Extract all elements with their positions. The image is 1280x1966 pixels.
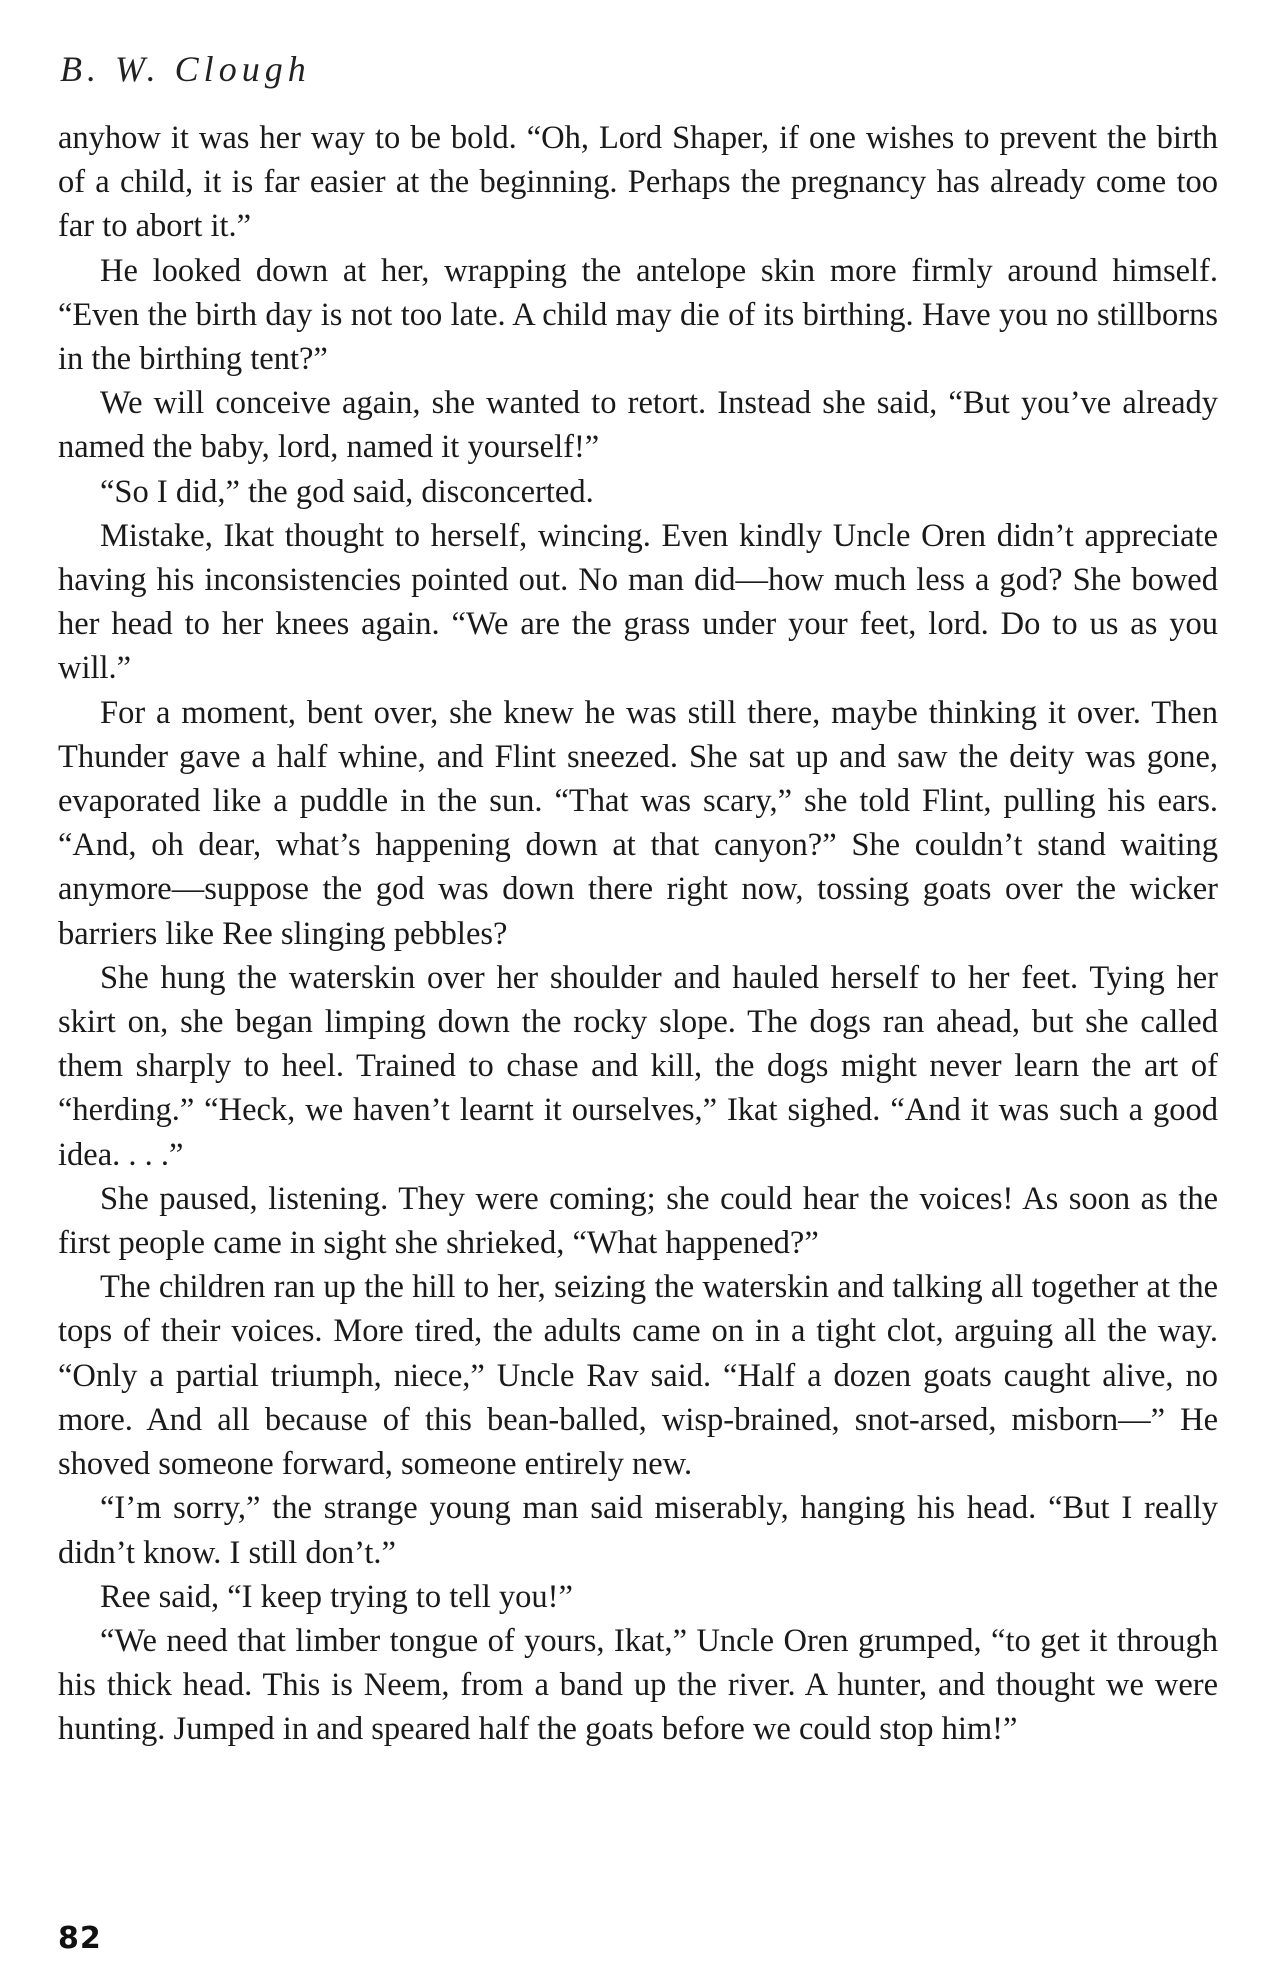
paragraph: anyhow it was her way to be bold. “Oh, Lord Shaper, if one wishes to prevent the birth of a child, it is far easier at the beginning. Perhaps the pregnancy has already come too far to abort it.” bbox=[58, 120, 1218, 245]
paragraph: We will conceive again, she wanted to retort. Instead she said, “But you’ve already named the baby, lord, named it yourself!” bbox=[58, 385, 1218, 466]
paragraph: “I’m sorry,” the strange young man said miserably, hanging his head. “But I really didn’t know. I still don’t.” bbox=[58, 1490, 1218, 1571]
paragraph: She hung the waterskin over her shoulder and hauled herself to her feet. Tying her skirt on, she began limping down the rocky slope. The dogs ran ahead, but she called them sharply to heel. Trained to chase and kill, the dogs might never learn the art of “herding.” “Heck, we haven’t learnt it ourselves,” Ikat sighed. “And it was such a good idea. . . .” bbox=[58, 959, 1218, 1173]
paragraph: “We need that limber tongue of yours, Ikat,” Uncle Oren grumped, “to get it through his thick head. This is Neem, from a band up the river. A hunter, and thought we were hunting. Jumped in and speared half the goats before we could stop him!” bbox=[58, 1622, 1218, 1748]
body-text bbox=[58, 116, 1218, 1752]
paragraph: He looked down at her, wrapping the antelope skin more firmly around himself. “Even the birth day is not too late. A child may die of its birthing. Have you no stillborns in the birthing tent?” bbox=[58, 252, 1218, 378]
paragraph: “So I did,” the god said, disconcerted. bbox=[100, 473, 594, 510]
running-head: B. W. Clough bbox=[60, 49, 311, 89]
paragraph: For a moment, bent over, she knew he was still there, maybe thinking it over. Then Thunder gave a half whine, and Flint sneezed. She sat up and saw the deity was gone, evaporated like a puddle in the sun. “That was scary,” she told Flint, pulling his ears. “And, oh dear, what’s happening down at that canyon?” She couldn’t stand waiting anymore—suppose the god was down there right now, tossing goats over the wicker barriers like Ree slinging pebbles? bbox=[58, 694, 1218, 952]
paragraph: Ree said, “I keep trying to tell you!” bbox=[100, 1578, 573, 1615]
page-number: 82 bbox=[58, 1921, 102, 1956]
paragraph: She paused, listening. They were coming; she could hear the voices! As soon as the first people came in sight she shrieked, “What happened?” bbox=[58, 1180, 1218, 1262]
paragraph: The children ran up the hill to her, seizing the waterskin and talking all together at the tops of their voices. More tired, the adults came on in a tight clot, arguing all the way. “Only a partial triumph, niece,” Uncle Rav said. “Half a dozen goats caught alive, no more. And all because of this bean-balled, wisp-brained, snot-arsed, misborn—” He shoved someone forward, someone entirely new. bbox=[58, 1269, 1218, 1483]
paragraph: Mistake, Ikat thought to herself, wincing. Even kindly Uncle Oren didn’t appreciate having his inconsistencies pointed out. No man did—how much less a god? She bowed her head to her knees again. “We are the grass under your feet, lord. Do to us as you will.” bbox=[58, 517, 1218, 687]
